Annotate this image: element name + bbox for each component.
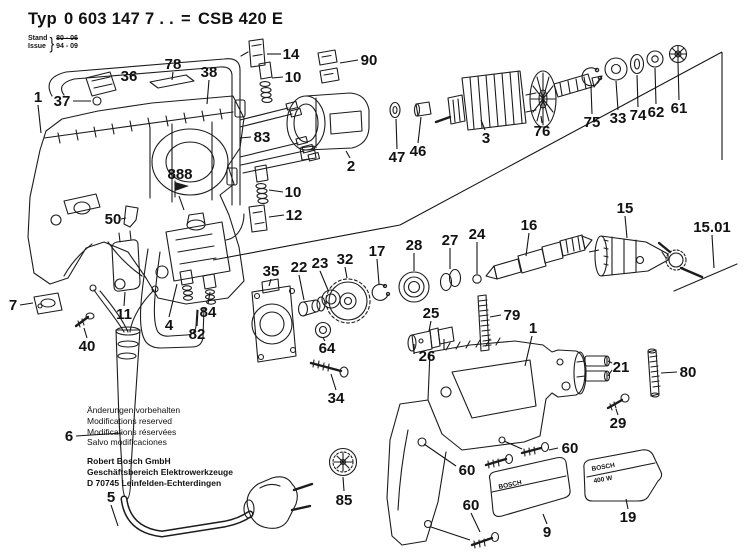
leader-line [655,68,656,104]
leader-line [124,292,125,306]
left-housing-shell [28,96,244,304]
leader-line [400,52,722,225]
leader-line [616,409,618,415]
part-label-19: 19 [619,509,637,527]
drill-housing-assembled [387,338,586,545]
sticker-19-power: 400 W [593,474,613,485]
equals-sign: = [181,10,191,28]
part-label-24: 24 [468,226,486,244]
ball-bearing-28 [399,272,429,302]
leader-line [38,105,41,133]
type-number: 0 603 147 7 . . [64,10,175,28]
suppressor-clips [318,50,339,83]
part-label-16: 16 [520,217,538,235]
part-label-3: 3 [481,130,491,148]
lead-wires [240,102,320,174]
bushing-64 [316,323,331,338]
part-label-60: 60 [458,462,476,480]
cord-anchor-7 [34,293,62,314]
power-cord-5 [124,499,250,534]
part-label-5: 5 [106,489,116,507]
leader-line [269,215,284,217]
steel-ball-24 [473,275,481,283]
model-name: CSB 420 E [197,10,284,28]
type-label: Typ [28,10,58,28]
part-label-62: 62 [647,104,665,122]
revision-brace: } [49,33,55,53]
washers-27 [441,270,461,291]
part-label-1: 1 [528,320,538,338]
leader-line [340,60,358,63]
part-label-9: 9 [542,524,552,542]
part-label-76: 76 [533,123,551,141]
notes-block [87,405,180,448]
part-label-84: 84 [199,304,217,322]
part-label-90: 90 [360,52,378,70]
leader-line [272,77,283,78]
screw-60-right [522,443,549,457]
trigger-switch [166,213,230,281]
issue-label: Issue [28,43,46,50]
part-label-82: 82 [188,326,206,344]
company-line: D 70745 Leinfelden-Echterdingen [87,477,222,488]
leader-line [549,448,558,450]
leader-line [431,527,470,540]
part-label-46: 46 [409,143,427,161]
leader-line [490,315,501,317]
leader-line [320,271,328,290]
part-label-47: 47 [388,149,406,167]
part-label-6: 6 [64,428,74,446]
part-label-22: 22 [290,259,308,277]
circlip-75 [582,68,602,86]
leader-line [345,267,347,278]
part-label-40: 40 [78,338,96,356]
capacitor [112,231,140,291]
part-label-4: 4 [164,317,174,335]
ball-bearing-33 [605,58,627,80]
circlip-17 [372,284,389,300]
fan-symbol-85 [330,449,357,476]
part-label-25: 25 [422,305,440,323]
leader-line [418,117,421,143]
cable-clip-50 [124,206,138,227]
nameplate-sticker-9 [490,458,571,517]
part-label-37: 37 [53,93,71,111]
part-label-61: 61 [670,100,688,118]
part-label-14: 14 [282,46,300,64]
notes-line: Änderungen vorbehalten [87,405,181,415]
leader-line [331,374,336,390]
brush-holder-bottom [249,165,268,232]
leader-line [84,328,87,338]
nameplate-sticker-19 [584,450,662,501]
drill-chuck [595,236,668,276]
leader-line [269,190,283,192]
part-label-75: 75 [583,114,601,132]
screw-29 [608,394,629,410]
company-line: Geschäftsbereich Elektrowerkzeuge [87,466,233,477]
screw-60-bottom [472,533,499,549]
part-label-79: 79 [503,307,521,325]
leader-line [471,513,480,532]
threaded-rod-79 [478,295,491,351]
leader-line [179,196,184,210]
washer-74 [631,55,644,74]
company-block [87,456,233,488]
leader-line [207,80,209,104]
chuck-key [659,243,737,291]
part-label-64: 64 [318,340,336,358]
part-label-23: 23 [311,255,329,273]
part-label-60: 60 [462,497,480,515]
terminal-lugs-21 [577,356,610,381]
part-label-28: 28 [405,237,423,255]
armature [436,71,536,130]
part-label-36: 36 [120,68,138,86]
leader-line [111,505,118,526]
gear-washer-61 [670,46,687,63]
part-label-83: 83 [253,129,271,147]
part-label-10: 10 [284,69,302,87]
part-label-10: 10 [284,184,302,202]
leader-line [525,336,532,366]
screw-60-left [486,455,513,469]
part-label-888: 888 [167,166,193,184]
part-label-35: 35 [262,263,280,281]
bearing-plate-35 [252,279,296,362]
leader-line [343,477,344,491]
sticker-9-brand: BOSCH [497,479,523,491]
carbon-brushes [180,270,216,304]
part-label-1: 1 [33,89,43,107]
part-label-15.01: 15.01 [693,219,731,237]
leader-line [678,63,679,100]
revision-block [28,35,78,51]
part-label-85: 85 [335,492,353,510]
part-label-78: 78 [164,56,182,74]
stand-value: 80 - 06 [56,35,78,42]
part-label-17: 17 [368,243,386,261]
part-label-26: 26 [418,348,436,366]
leader-line [541,116,542,123]
notes-line: Modifications réservées [87,426,177,437]
motor-fan [530,71,556,127]
company-line: Robert Bosch GmbH [87,456,171,466]
part-label-27: 27 [441,232,459,250]
screw-40 [76,313,94,327]
sticker-19-brand: BOSCH [591,461,616,473]
part-label-32: 32 [336,251,354,269]
part-label-12: 12 [285,207,303,225]
notes-line: Modifications reserved [87,415,173,426]
notes-line: Salvo modificaciones [87,437,167,448]
part-label-34: 34 [327,390,345,408]
leader-line [121,218,126,219]
leader-line [543,514,547,524]
mains-plug [244,477,312,528]
stand-label: Stand [28,35,48,42]
part-label-15: 15 [616,200,634,218]
leader-line [299,275,304,300]
part-label-50: 50 [104,211,122,229]
gear-32 [326,279,370,323]
part-label-2: 2 [346,158,356,176]
leader-line [616,81,618,110]
part-label-60: 60 [561,440,579,458]
leader-line [396,119,397,149]
title-row [28,10,283,29]
issue-value: 94 - 09 [56,43,78,50]
part-label-80: 80 [679,364,697,382]
part-label-29: 29 [609,415,627,433]
drill-spindle [486,235,592,279]
screw-34 [311,360,348,377]
leader-line [20,303,33,305]
brush-holder-top [241,39,272,102]
leader-line [637,75,638,107]
leader-line [661,372,677,373]
leader-line [712,235,714,268]
shaft-washer-bushing [390,102,431,118]
part-label-7: 7 [8,297,18,315]
leader-line [625,216,627,238]
ring-62 [647,51,663,67]
leader-line [346,151,350,158]
brush-strip-80 [648,349,660,397]
leader-line [377,259,379,284]
part-label-74: 74 [629,107,647,125]
part-label-11: 11 [116,306,132,324]
part-label-21: 21 [612,359,630,377]
leader-line [424,444,456,466]
part-label-33: 33 [609,110,627,128]
leader-line [589,250,599,252]
part-label-38: 38 [200,64,218,82]
field-stator [287,93,369,160]
leader-line [591,87,592,114]
